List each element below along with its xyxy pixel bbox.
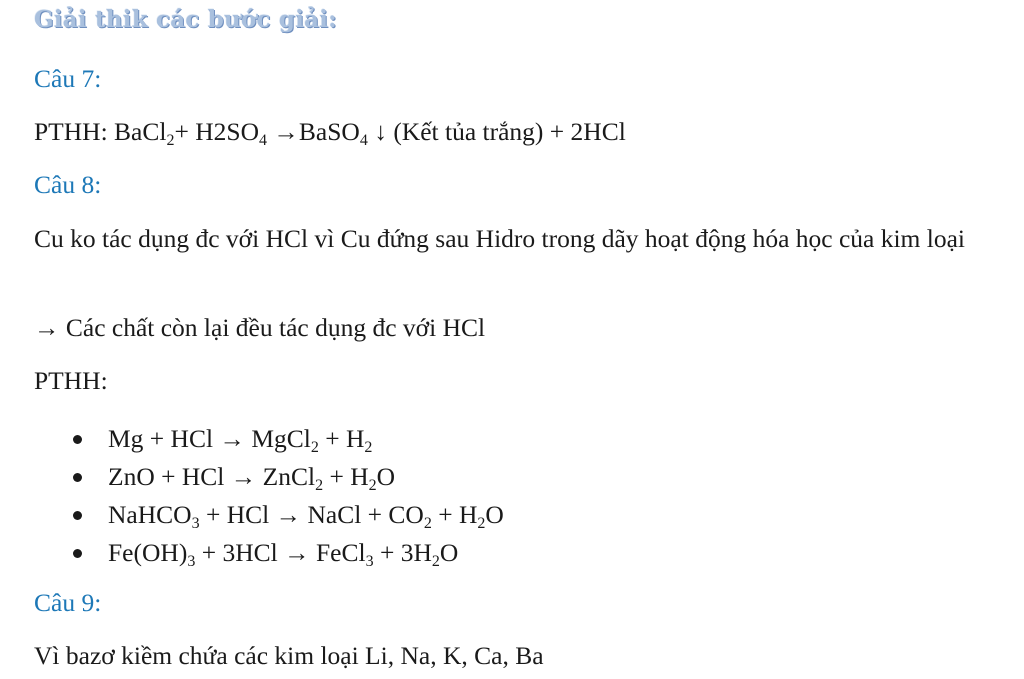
q7-eq-part: + H2SO [174,117,259,146]
question-8-label: Câu 8: [34,170,102,199]
equation-item [70,420,504,458]
q8-pthh-label: PTHH: [34,366,108,395]
eq-part: O [376,462,396,491]
eq-part: + H [318,424,365,453]
eq-part: + 3HCl → FeCl [195,538,366,567]
q7-eq-part: →BaSO [267,117,360,146]
q7-eq-sub: 4 [359,132,368,149]
equation-item [70,458,504,496]
bullet-icon [73,511,82,520]
eq-sub: 2 [315,477,324,494]
bullet-icon [73,473,82,482]
eq-sub: 3 [191,515,200,532]
q7-eq-sub: 4 [259,132,267,149]
eq-part: + H [431,500,478,529]
eq-part: NaHCO [108,500,192,529]
eq-part: + HCl → NaCl + CO [199,500,424,529]
equation-item [70,534,504,572]
eq-part: + H [323,462,369,491]
q7-eq-part: ↓ (Kết tủa trắng) + 2HCl [367,117,626,146]
section-heading: Giải thik các bước giải: [34,6,337,33]
eq-part: ZnO + HCl → ZnCl [108,462,316,491]
eq-part: Fe(OH) [108,538,188,567]
eq-part: Mg + HCl → MgCl [108,424,311,453]
eq-part: + 3H [373,538,432,567]
q9-text: Vì bazơ kiềm chứa các kim loại Li, Na, K, Ca, Ba [34,641,544,670]
eq-sub: 2 [368,477,377,494]
eq-sub: 3 [365,553,374,570]
equation-list [70,420,504,572]
eq-part: O [439,538,459,567]
eq-sub: 2 [364,439,373,456]
bullet-icon [73,435,82,444]
eq-sub: 2 [423,515,432,532]
question-9-label: Câu 9: [34,588,102,617]
q7-eq-part: PTHH: BaCl [34,117,167,146]
eq-sub: 2 [477,515,486,532]
q8-conclusion: → Các chất còn lại đều tác dụng đc với HCl [34,313,486,342]
bullet-icon [73,549,82,558]
q8-explanation: Cu ko tác dụng đc với HCl vì Cu đứng sau Hidro trong dãy hoạt động hóa học của kim loại [34,224,965,253]
eq-sub: 3 [187,553,196,570]
q7-equation [34,114,626,149]
question-7-label: Câu 7: [34,64,102,93]
q7-eq-sub: 2 [166,132,175,149]
equation-item [70,496,504,534]
eq-sub: 2 [310,439,319,456]
eq-part: O [485,500,504,529]
eq-sub: 2 [431,553,440,570]
